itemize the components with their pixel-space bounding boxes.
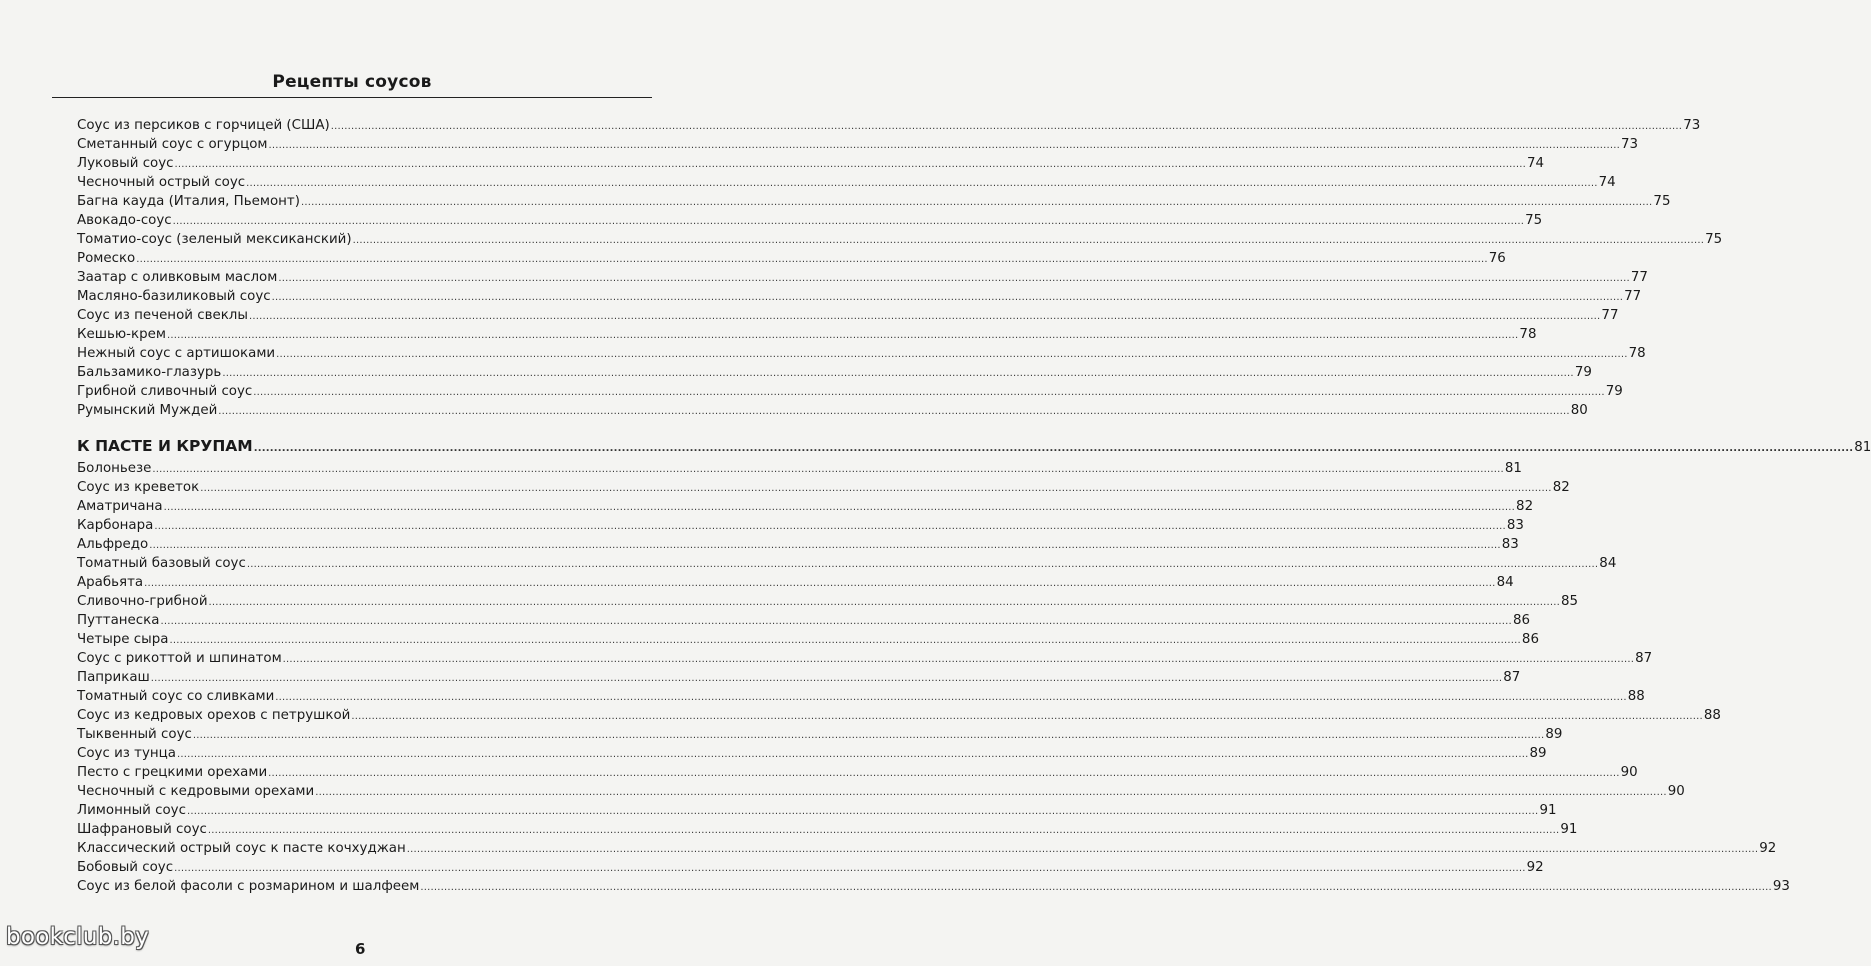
dot-leader: ................................................................................................................................................................................................................................................................................................................................................................................................................ [176,749,1529,760]
entry-page-number: 89 [1545,727,1563,742]
dot-leader: ................................................................................................................................................................................................................................................................................................................................................................................................................ [160,616,1512,627]
entry-title: Грибной сливочный соус [77,384,253,399]
entry-page-number: 82 [1516,499,1534,514]
entry-page-number: 74 [1527,156,1545,171]
dot-leader: ................................................................................................................................................................................................................................................................................................................................................................................................................ [248,311,1601,322]
entry-title: Аматричана [77,499,163,514]
entry-title: Авокадо-соус [77,213,172,228]
dot-leader: ................................................................................................................................................................................................................................................................................................................................................................................................................ [278,273,1630,284]
entry-title: Шафрановый соус [77,822,207,837]
entry-title: Чесночный с кедровыми орехами [77,784,315,799]
entry-page-number: 73 [1683,118,1701,133]
entry-page-number: 86 [1521,632,1539,647]
entry-title: Классический острый соус к пасте кочхуджан [77,841,406,856]
entry-title: Болоньезе [77,461,152,476]
entry-page-number: 90 [1667,784,1685,799]
header-rule [52,97,652,98]
dot-leader: ................................................................................................................................................................................................................................................................................................................................................................................................................ [330,121,1683,132]
entry-title: Карбонара [77,518,154,533]
dot-leader: ................................................................................................................................................................................................................................................................................................................................................................................................................ [150,673,1503,684]
entry-page-number: 73 [1621,137,1639,152]
entry-title: Багна кауда (Италия, Пьемонт) [77,194,300,209]
entry-page-number: 93 [1772,879,1790,894]
entry-page-number: 80 [1570,403,1588,418]
entry-title: Соус с рикоттой и шпинатом [77,651,282,666]
toc-entry [77,535,1519,554]
dot-leader: ................................................................................................................................................................................................................................................................................................................................................................................................................ [208,597,1561,608]
entry-title: Соус из тунца [77,746,176,761]
dot-leader: ................................................................................................................................................................................................................................................................................................................................................................................................................ [268,768,1620,779]
entry-page-number: 91 [1539,803,1557,818]
toc-entry [77,801,1557,820]
entry-page-number: 90 [1620,765,1638,780]
entry-page-number: 88 [1627,689,1645,704]
toc-entry [77,287,1642,306]
entry-title: Томатный базовый соус [77,556,246,571]
toc-entry [77,630,1539,649]
dot-leader: ................................................................................................................................................................................................................................................................................................................................................................................................................ [192,730,1545,741]
entry-page-number: 92 [1526,860,1544,875]
entry-title: Соус из персиков с горчицей (США) [77,118,330,133]
watermark: bookclub.by [6,924,150,950]
page-header-title: Рецепты соусов [272,72,432,92]
toc-section-heading [77,435,1871,457]
toc-entry [77,554,1617,573]
entry-page-number: 77 [1624,289,1642,304]
entry-title: Соус из креветок [77,480,200,495]
dot-leader: ................................................................................................................................................................................................................................................................................................................................................................................................................ [351,711,1703,722]
toc-entry [77,687,1645,706]
entry-title: Паприкаш [77,670,150,685]
dot-leader: ................................................................................................................................................................................................................................................................................................................................................................................................................ [149,540,1501,551]
toc-entry [77,706,1721,725]
toc-entry [77,478,1570,497]
dot-leader: ................................................................................................................................................................................................................................................................................................................................................................................................................ [218,406,1570,417]
dot-leader: ................................................................................................................................................................................................................................................................................................................................................................................................................ [154,521,1506,532]
entry-page-number: 81 [1504,461,1522,476]
dot-leader: ................................................................................................................................................................................................................................................................................................................................................................................................................ [406,844,1759,855]
entry-title: Сливочно-грибной [77,594,208,609]
entry-title: Томатио-соус (зеленый мексиканский) [77,232,352,247]
entry-page-number: 83 [1501,537,1519,552]
toc-entry [77,211,1543,230]
entry-page-number: 74 [1598,175,1616,190]
entry-title: Тыквенный соус [77,727,192,742]
toc-entry [77,858,1544,877]
dot-leader: ................................................................................................................................................................................................................................................................................................................................................................................................................ [246,178,1598,189]
entry-page-number: 87 [1503,670,1521,685]
toc-entry [77,668,1521,687]
dot-leader: ................................................................................................................................................................................................................................................................................................................................................................................................................ [420,882,1772,893]
entry-title: Заатар с оливковым маслом [77,270,278,285]
dot-leader: ................................................................................................................................................................................................................................................................................................................................................................................................................ [282,654,1635,665]
entry-page-number: 89 [1529,746,1547,761]
entry-title: Соус из кедровых орехов с петрушкой [77,708,351,723]
entry-title: Бальзамико-глазурь [77,365,222,380]
toc-entry [77,192,1671,211]
entry-title: Кешью-крем [77,327,166,342]
dot-leader: ................................................................................................................................................................................................................................................................................................................................................................................................................ [169,635,1521,646]
toc-entry [77,306,1619,325]
entry-page-number: 82 [1552,480,1570,495]
entry-page-number: 77 [1601,308,1619,323]
entry-title: Соус из белой фасоли с розмарином и шалфеем [77,879,420,894]
toc-entry [77,382,1623,401]
entry-title: Томатный соус со сливками [77,689,275,704]
entry-title: Луковый соус [77,156,174,171]
entry-title: Нежный соус с артишоками [77,346,276,361]
entry-title: Песто с грецкими орехами [77,765,268,780]
dot-leader: ................................................................................................................................................................................................................................................................................................................................................................................................................ [186,806,1539,817]
entry-title: Чесночный острый соус [77,175,246,190]
entry-page-number: 84 [1599,556,1617,571]
page-number: 6 [355,940,366,958]
toc-entry [77,744,1547,763]
entry-page-number: 79 [1574,365,1592,380]
entry-title: Масляно-базиликовый соус [77,289,271,304]
entry-page-number: 84 [1496,575,1514,590]
toc-entry [77,516,1524,535]
toc-entry [77,401,1588,420]
entry-page-number: 81 [1854,440,1871,455]
dot-leader: ................................................................................................................................................................................................................................................................................................................................................................................................................ [300,197,1653,208]
dot-leader: ................................................................................................................................................................................................................................................................................................................................................................................................................ [174,159,1527,170]
toc-entry [77,782,1685,801]
toc-entry [77,763,1638,782]
dot-leader: ................................................................................................................................................................................................................................................................................................................................................................................................................ [246,559,1599,570]
toc-entry [77,268,1648,287]
dot-leader: ................................................................................................................................................................................................................................................................................................................................................................................................................ [207,825,1560,836]
entry-title: Четыре сыра [77,632,169,647]
dot-leader: ................................................................................................................................................................................................................................................................................................................................................................................................................ [166,330,1519,341]
toc-entry [77,820,1578,839]
entry-page-number: 83 [1506,518,1524,533]
toc-entry [77,592,1579,611]
entry-page-number: 79 [1605,384,1623,399]
toc-entry [77,173,1616,192]
entry-page-number: 78 [1628,346,1646,361]
toc-entry [77,611,1530,630]
section-title: К ПАСТЕ И КРУПАМ [77,437,253,455]
entry-title: Арабьята [77,575,144,590]
entry-page-number: 87 [1635,651,1653,666]
toc-entry [77,325,1537,344]
entry-page-number: 86 [1512,613,1530,628]
dot-leader: ................................................................................................................................................................................................................................................................................................................................................................................................................ [268,140,1621,151]
entry-page-number: 85 [1561,594,1579,609]
toc-entry [77,573,1514,592]
dot-leader: ................................................................................................................................................................................................................................................................................................................................................................................................................ [222,368,1574,379]
entry-page-number: 77 [1630,270,1648,285]
dot-leader: ................................................................................................................................................................................................................................................................................................................................................................................................................ [352,235,1705,246]
toc-entry [77,249,1506,268]
toc-entry [77,135,1639,154]
dot-leader: ................................................................................................................................................................................................................................................................................................................................................................................................................ [253,387,1605,398]
toc-entry [77,877,1790,896]
toc-entry [77,363,1592,382]
dot-leader: ................................................................................................................................................................................................................................................................................................................................................................................................................ [200,483,1552,494]
dot-leader: ................................................................................................................................................................................................................................................................................................................................................................................................................ [275,692,1627,703]
entry-title: Бобовый соус [77,860,174,875]
toc-entry [77,116,1701,135]
entry-title: Сметанный соус с огурцом [77,137,268,152]
entry-page-number: 92 [1759,841,1777,856]
dot-leader: ................................................................................................................................................................................................................................................................................................................................................................................................................ [144,578,1496,589]
entry-page-number: 88 [1703,708,1721,723]
dot-leader: ................................................................................................................................................................................................................................................................................................................................................................................................................ [172,216,1525,227]
toc-entry [77,649,1653,668]
entry-page-number: 78 [1519,327,1537,342]
entry-title: Соус из печеной свеклы [77,308,248,323]
toc-entry [77,154,1545,173]
dot-leader: ................................................................................................................................................................................................................................................................................................................................................................................................................ [174,863,1526,874]
entry-title: Альфредо [77,537,149,552]
entry-title: Путтанеска [77,613,160,628]
dot-leader: ................................................................................................................................................................................................................................................................................................................................................................................................................ [276,349,1628,360]
entry-page-number: 75 [1705,232,1723,247]
dot-leader: ................................................................................................................................................................................................................................................................................................................................................................................................................ [163,502,1516,513]
toc-entry [77,344,1646,363]
dot-leader: ................................................................................................................................................................................................................................................................................................................................................................................................................ [152,464,1504,475]
entry-page-number: 75 [1525,213,1543,228]
toc-entry [77,725,1563,744]
toc-entry [77,839,1777,858]
entry-page-number: 91 [1560,822,1578,837]
entry-title: Румынский Муждей [77,403,218,418]
dot-leader: ................................................................................................................................................................................................................................................................................................................................................................................................................ [136,254,1488,265]
toc-entry [77,497,1534,516]
dot-leader: ................................................................................................................................................................................................................................................................................................................................................................................................................ [315,787,1667,798]
entry-title: Лимонный соус [77,803,186,818]
entry-page-number: 75 [1653,194,1671,209]
toc-entry [77,459,1522,478]
toc-entry [77,230,1723,249]
dot-leader: ................................................................................................................................................................................................................................................................................................................................................................................................................ [253,443,1854,454]
entry-page-number: 76 [1488,251,1506,266]
entry-title: Ромеско [77,251,136,266]
dot-leader: ................................................................................................................................................................................................................................................................................................................................................................................................................ [271,292,1624,303]
